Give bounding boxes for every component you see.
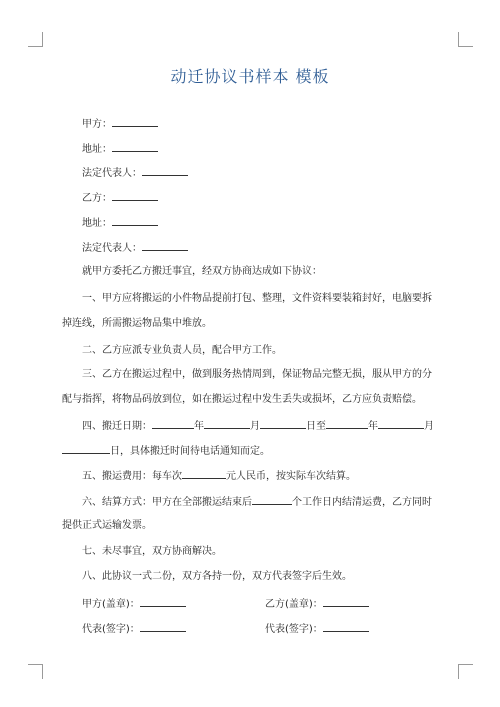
clause-5-fee-blank [182,468,226,479]
signature-a-rep-blank [140,621,186,632]
clause-4-start-month-blank [204,418,250,429]
clause-6-suffix: 个工作日内结清运费，乙方同时 [292,497,432,508]
clause-4-day-to: 日至 [306,421,326,432]
signature-b-rep-line [265,621,369,637]
clause-5-suffix: 元人民币，按实际车次结算。 [226,471,356,482]
clause-6-days-blank [252,494,292,505]
document-title: 动迁协议书样本 模板 [170,67,330,86]
intro-paragraph: 就甲方委托乙方搬迁事宜，经双方协商达成如下协议： [82,266,322,277]
signature-a-rep-line [82,621,186,637]
clause-1-line-2: 掉连线，所需搬运物品集中堆放。 [62,318,212,329]
address-a-line [82,141,158,157]
crop-mark-top-right [458,32,473,47]
clause-4-end-year-blank [326,418,368,429]
clause-3-line-2: 配与指挥，将物品码放到位，如在搬运过程中发生丢失或损坏，乙方应负责赔偿。 [62,394,422,405]
address-a-blank [112,141,158,152]
clause-5-prefix: 五、搬运费用：每车次 [82,471,182,482]
legal-rep-a-label: 法定代表人： [82,168,142,179]
party-b-line [82,190,158,206]
signature-a-seal-line [82,596,186,612]
signature-a-seal-blank [140,596,186,607]
party-a-label: 甲方： [82,119,112,130]
address-b-line [82,215,158,231]
party-b-blank [112,190,158,201]
clause-7: 七、未尽事宜，双方协商解决。 [82,546,222,557]
clause-4-month-2: 月 [424,421,434,432]
clause-3-line-1: 三、乙方在搬运过程中，做到服务热情周到，保证物品完整无损，服从甲方的分 [82,369,432,380]
signature-a-rep-label: 代表(签字)： [82,624,140,635]
party-a-blank [112,116,158,127]
clause-5 [82,468,356,484]
clause-2: 二、乙方应派专业负责人员，配合甲方工作。 [82,345,282,356]
signature-b-seal-blank [323,596,369,607]
address-a-label: 地址： [82,144,112,155]
clause-4-start-year-blank [152,418,194,429]
crop-mark-bottom-left [28,664,43,679]
signature-b-rep-label: 代表(签字)： [265,624,323,635]
clause-4-end-day-blank [62,443,110,454]
clause-4-line-1 [82,418,434,434]
signature-b-rep-blank [323,621,369,632]
clause-4-month-1: 月 [250,421,260,432]
clause-4-year-2: 年 [368,421,378,432]
legal-rep-b-label: 法定代表人： [82,243,142,254]
clause-6-line-2: 提供正式运输发票。 [62,520,152,531]
legal-rep-a-line [82,165,188,181]
clause-4-year-1: 年 [194,421,204,432]
legal-rep-a-blank [142,165,188,176]
party-a-line [82,116,158,132]
party-b-label: 乙方： [82,193,112,204]
clause-4-start-day-blank [260,418,306,429]
legal-rep-b-blank [142,240,188,251]
signature-b-seal-line [265,596,369,612]
crop-mark-bottom-right [458,664,473,679]
clause-4-line-2 [62,443,270,459]
clause-6-prefix: 六、结算方式：甲方在全部搬运结束后 [82,497,252,508]
address-b-label: 地址： [82,218,112,229]
clause-8: 八、此协议一式二份，双方各持一份，双方代表签字后生效。 [82,571,352,582]
clause-4-end-month-blank [378,418,424,429]
legal-rep-b-line [82,240,188,256]
address-b-blank [112,215,158,226]
signature-a-seal-label: 甲方(盖章)： [82,599,140,610]
clause-1-line-1: 一、甲方应将搬运的小件物品提前打包、整理，文件资料要装箱封好，电脑要拆 [82,293,432,304]
clause-4-prefix: 四、搬迁日期： [82,421,152,432]
crop-mark-top-left [28,32,43,47]
signature-b-seal-label: 乙方(盖章)： [265,599,323,610]
clause-4-line-2-suffix: 日，具体搬迁时间待电话通知而定。 [110,446,270,457]
clause-6-line-1 [82,494,432,510]
